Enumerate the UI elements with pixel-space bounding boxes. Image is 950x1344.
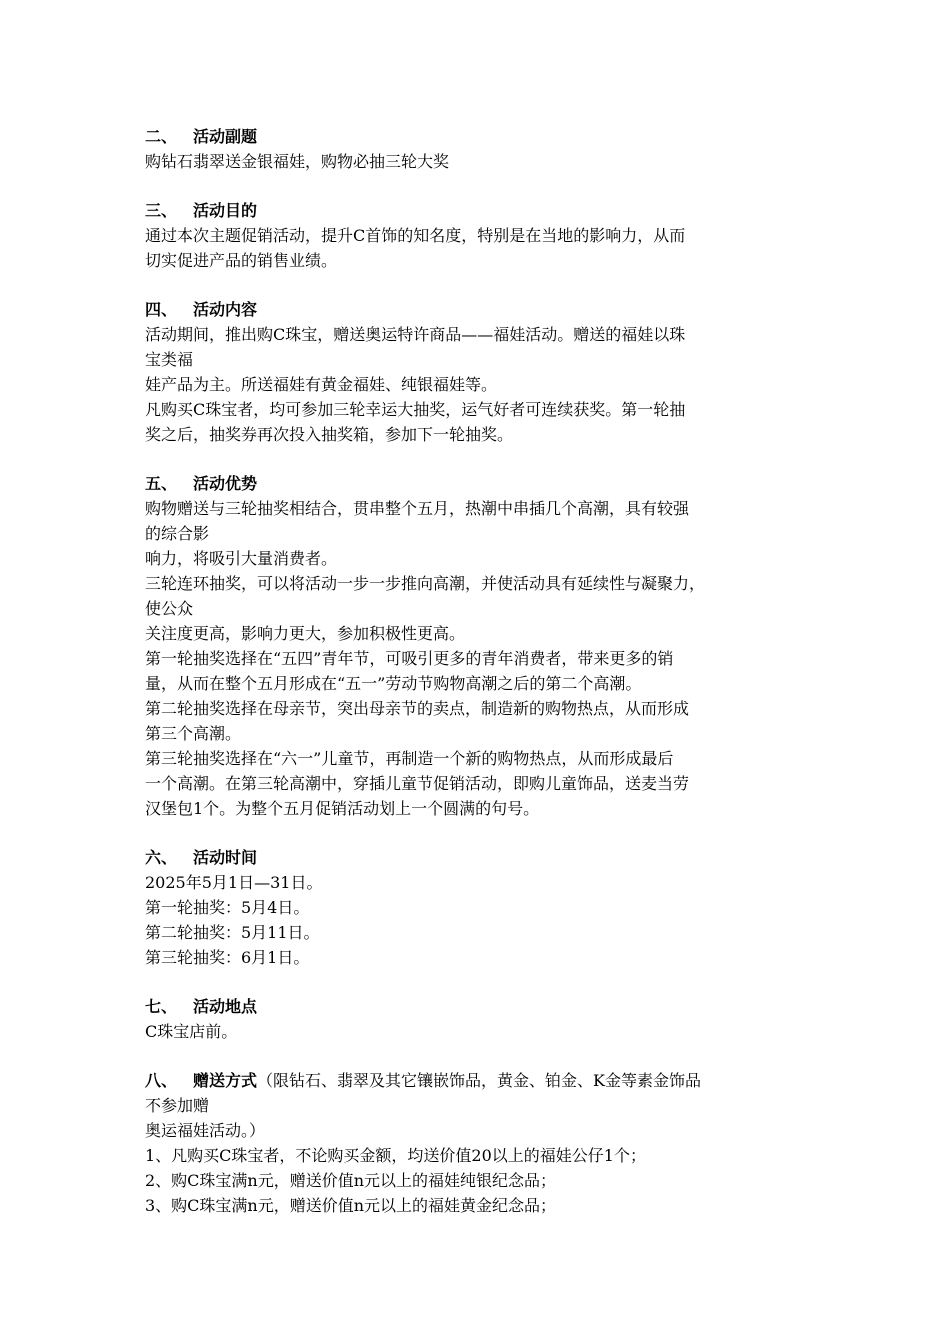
section-heading	[145, 845, 810, 870]
paragraph-line: 第三轮抽奖选择在“六一”儿童节，再制造一个新的购物热点，从而形成最后	[145, 749, 674, 768]
paragraph-line: 凡购买C珠宝者，均可参加三轮幸运大抽奖，运气好者可连续获奖。第一轮抽	[145, 400, 686, 419]
paragraph-line: 第三轮抽奖：6月1日。	[145, 948, 310, 967]
section-heading	[145, 994, 810, 1019]
paragraph-line: 奥运福娃活动。）	[145, 1121, 266, 1140]
paragraph-line: 娃产品为主。所送福娃有黄金福娃、纯银福娃等。	[145, 375, 498, 394]
section-title: 活动内容	[193, 300, 258, 319]
section-number: 八、	[145, 1071, 178, 1090]
paragraph-line: 量，从而在整个五月形成在“五一”劳动节购物高潮之后的第二个高潮。	[145, 674, 642, 693]
paragraph-line: 购钻石翡翠送金银福娃，购物必抽三轮大奖	[145, 152, 450, 171]
paragraph-line: 的综合影	[145, 524, 210, 543]
paragraph-line: 响力，将吸引大量消费者。	[145, 549, 338, 568]
section-number: 三、	[145, 201, 178, 220]
section-time	[145, 845, 810, 970]
paragraph-line: 通过本次主题促销活动，提升C首饰的知名度，特别是在当地的影响力，从而	[145, 226, 686, 245]
paragraph-line: 第一轮抽奖选择在“五四”青年节，可吸引更多的青年消费者，带来更多的销	[145, 649, 674, 668]
document-page	[145, 124, 810, 1242]
paragraph-line: 一个高潮。在第三轮高潮中，穿插儿童节促销活动，即购儿童饰品，送麦当劳	[145, 774, 690, 793]
paragraph-line: 2025年5月1日—31日。	[145, 873, 323, 892]
section-title: 活动目的	[193, 201, 258, 220]
section-title: 活动优势	[193, 474, 258, 493]
paragraph-line: 第三个高潮。	[145, 724, 242, 743]
paragraph-line: 第一轮抽奖：5月4日。	[145, 898, 310, 917]
paragraph-line: 2、购C珠宝满n元，赠送价值n元以上的福娃纯银纪念品；	[145, 1171, 557, 1190]
section-advantages	[145, 471, 810, 821]
paragraph-line: 切实促进产品的销售业绩。	[145, 251, 338, 270]
section-subtitle	[145, 124, 810, 174]
section-number: 五、	[145, 474, 178, 493]
section-heading	[145, 124, 810, 149]
section-content	[145, 297, 810, 447]
paragraph-line: 宝类福	[145, 350, 194, 369]
paragraph-line: 汉堡包1个。为整个五月促销活动划上一个圆满的句号。	[145, 799, 540, 818]
section-title: 赠送方式	[193, 1071, 258, 1090]
paragraph-line: 关注度更高，影响力更大，参加积极性更高。	[145, 624, 466, 643]
paragraph-line: 购物赠送与三轮抽奖相结合，贯串整个五月，热潮中串插几个高潮，具有较强	[145, 499, 690, 518]
paragraph-line: C珠宝店前。	[145, 1022, 238, 1041]
paragraph-line: 第二轮抽奖选择在母亲节，突出母亲节的卖点，制造新的购物热点，从而形成	[145, 699, 690, 718]
section-title: 活动时间	[193, 848, 258, 867]
paragraph-line: 不参加赠	[145, 1096, 210, 1115]
section-title: 活动副题	[193, 127, 258, 146]
section-location	[145, 994, 810, 1044]
section-number: 二、	[145, 127, 178, 146]
section-title: 活动地点	[193, 997, 258, 1016]
section-number: 四、	[145, 300, 178, 319]
paragraph-line: 1、凡购买C珠宝者，不论购买金额，均送价值20以上的福娃公仔1个；	[145, 1146, 646, 1165]
section-gift-method	[145, 1068, 810, 1218]
paragraph-line: 使公众	[145, 599, 194, 618]
section-note: （限钻石、翡翠及其它镶嵌饰品，黄金、铂金、K金等素金饰品	[257, 1071, 701, 1090]
paragraph-line: 三轮连环抽奖，可以将活动一步一步推向高潮，并使活动具有延续性与凝聚力，	[145, 574, 706, 593]
section-number: 七、	[145, 997, 178, 1016]
paragraph-line: 第二轮抽奖：5月11日。	[145, 923, 320, 942]
paragraph-line: 3、购C珠宝满n元，赠送价值n元以上的福娃黄金纪念品；	[145, 1196, 557, 1215]
paragraph-line: 奖之后，抽奖券再次投入抽奖箱，参加下一轮抽奖。	[145, 425, 514, 444]
section-heading	[145, 198, 810, 223]
section-purpose	[145, 198, 810, 273]
section-heading	[145, 471, 810, 496]
section-number: 六、	[145, 848, 178, 867]
paragraph-line: 活动期间，推出购C珠宝，赠送奥运特许商品——福娃活动。赠送的福娃以珠	[145, 325, 686, 344]
section-heading	[145, 1068, 810, 1093]
section-heading	[145, 297, 810, 322]
